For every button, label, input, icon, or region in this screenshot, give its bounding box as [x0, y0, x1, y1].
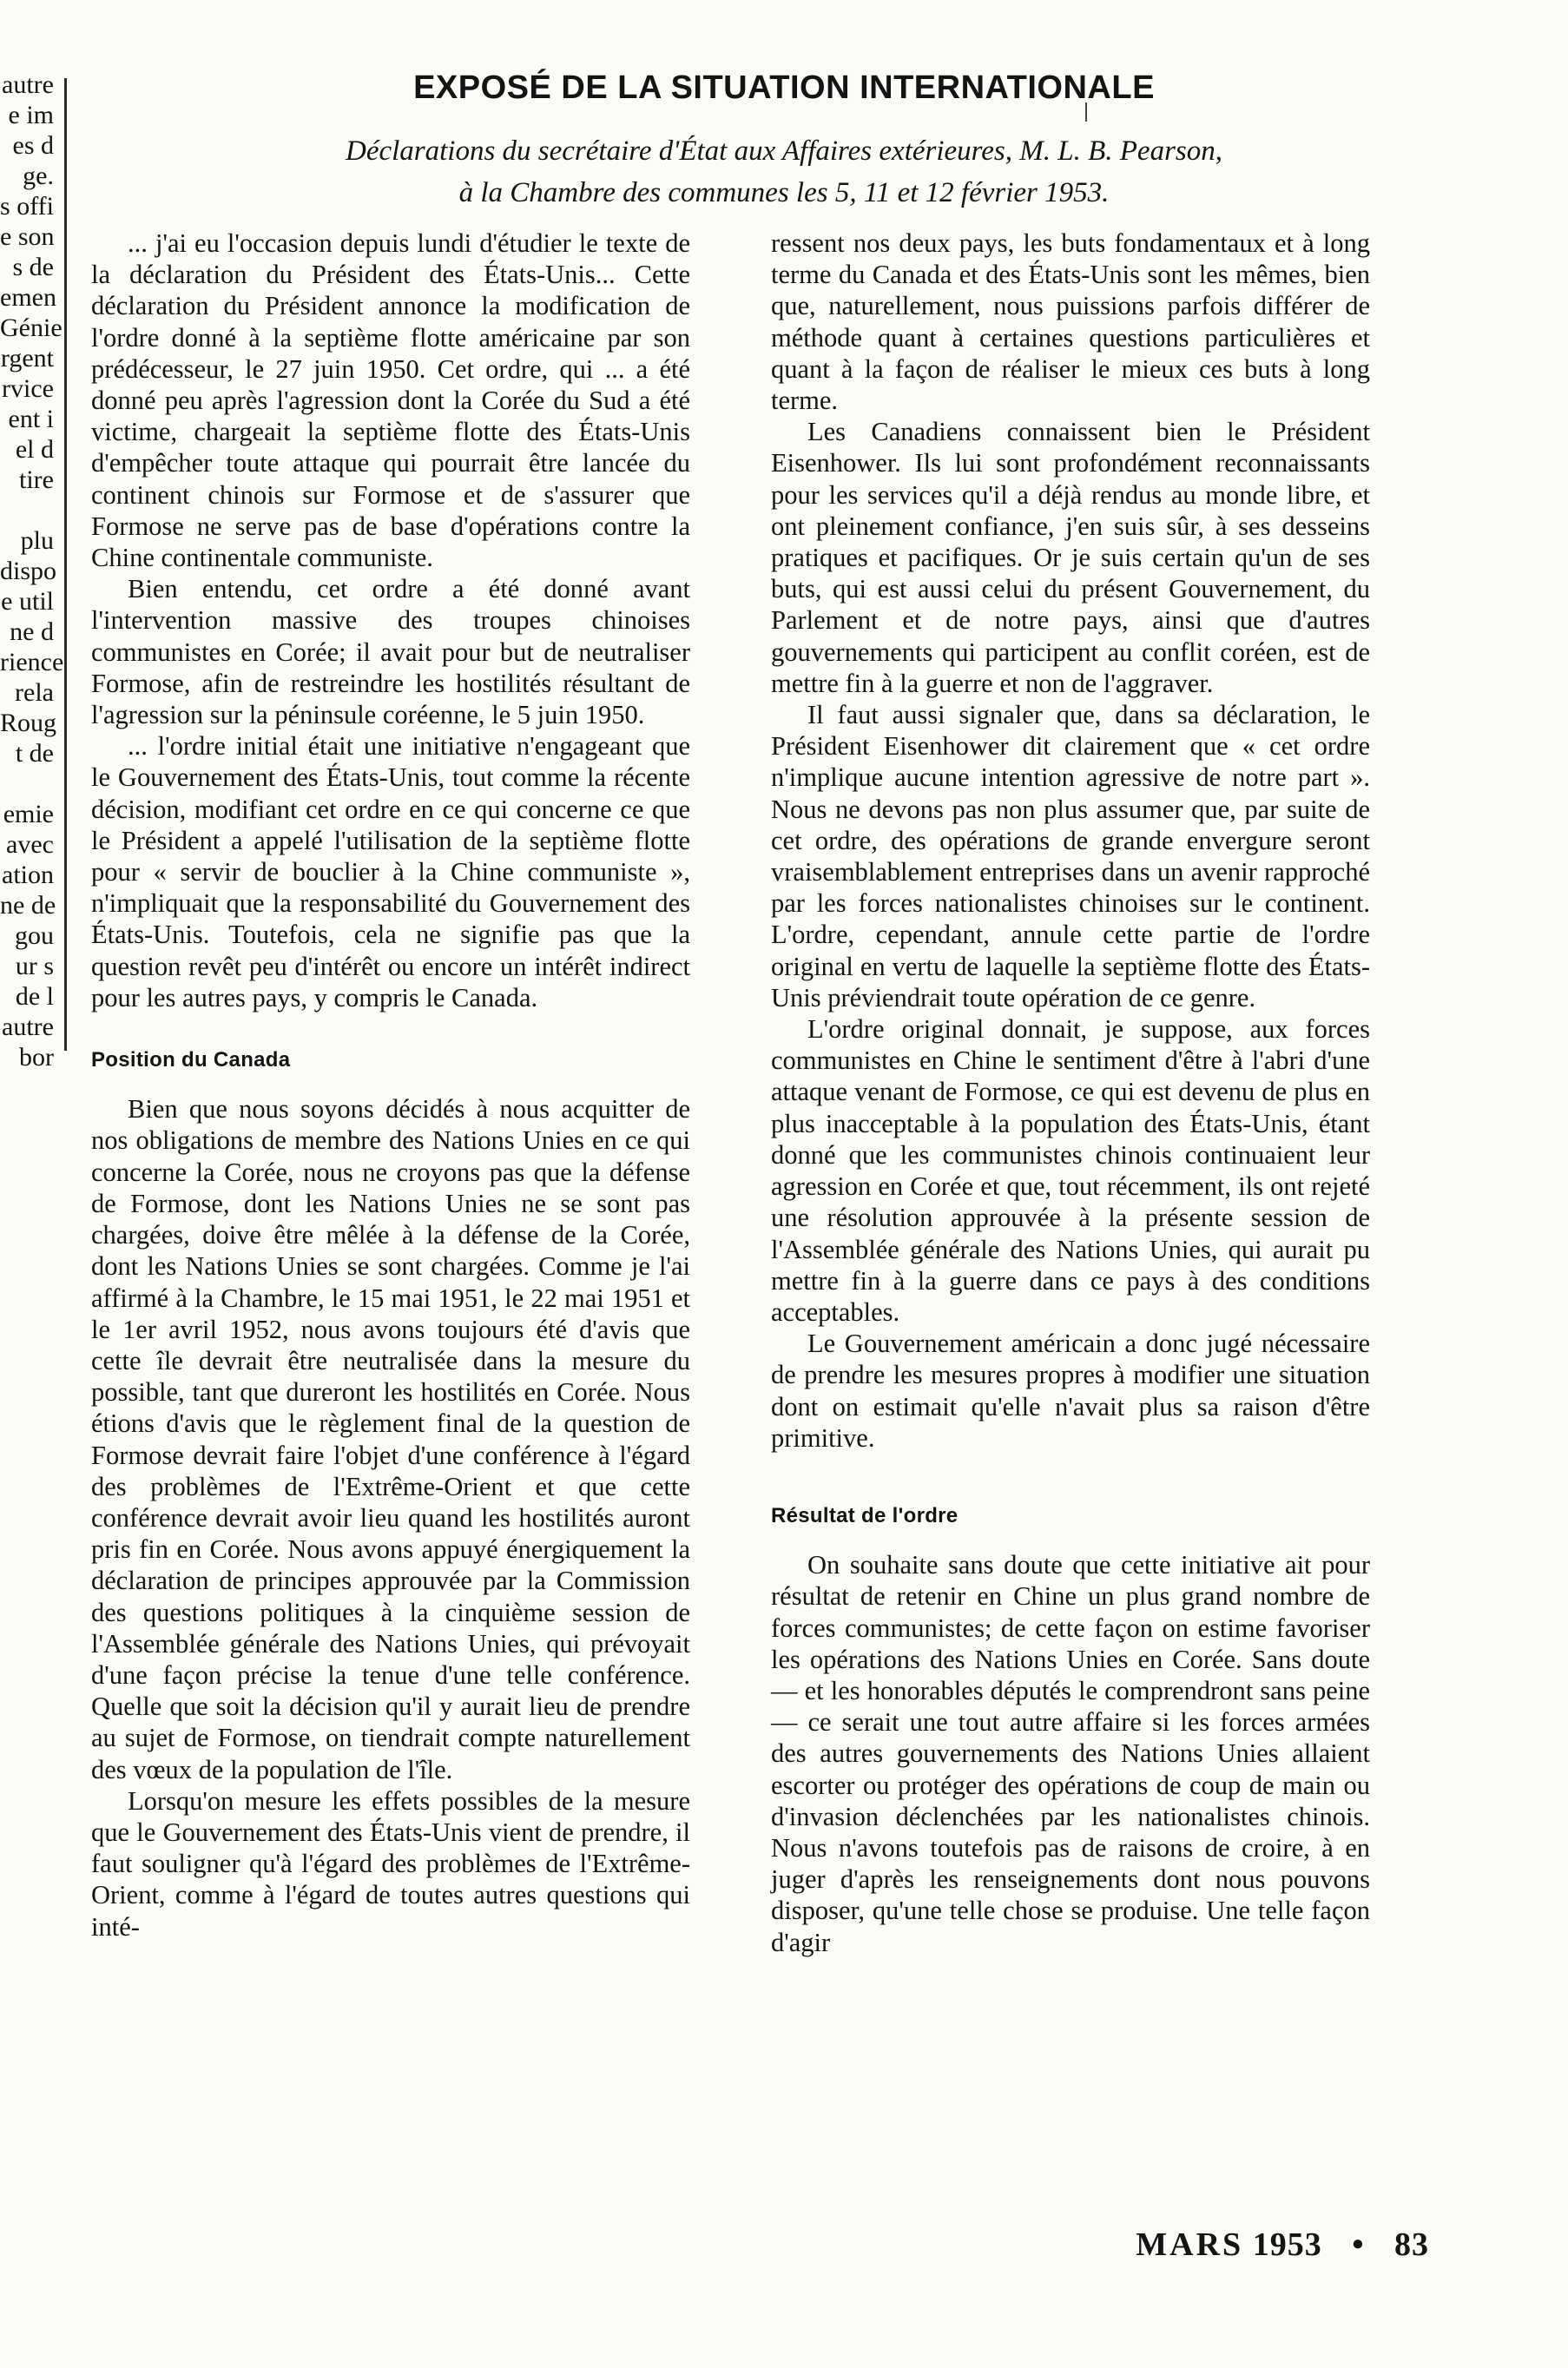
paragraph: Le Gouvernement américain a donc jugé nécessaire de prendre les mesures propres à modifier une situation dont on estimait qu'elle n'avait plus sa raison d'être primitive.	[771, 1329, 1370, 1453]
footer-month: MARS	[1136, 2226, 1244, 2263]
section-heading-position-canada: Position du Canada	[91, 1048, 291, 1072]
subtitle-line: Déclarations du secrétaire d'État aux Affaires extérieures, M. L. B. Pearson,	[345, 135, 1223, 167]
section-heading-resultat: Résultat de l'ordre	[771, 1503, 959, 1527]
footer-separator: •	[1352, 2226, 1365, 2263]
paragraph: Les Canadiens connaissent bien le Président Eisenhower. Ils lui sont profondément reconnaissants pour les services qu'il a déjà rendus au monde libre, et ont pleinement confiance, j'en suis sûr, à ses desseins pratiques et pacifiques. Or je suis certain qu'un de ses buts, qui est aussi celui du présent Gouvernement, du Parlement et de notre pays, ainsi que d'autres gouvernements qui participent au conflit coréen, est de mettre fin à la guerre et non de l'aggraver.	[771, 417, 1370, 698]
margin-fragment: autre	[2, 1013, 54, 1041]
paragraph: Bien que nous soyons décidés à nous acquitter de nos obligations de membre des Nations Unies en ce qui concerne la Corée, nous ne croyons pas que la défense de Formose, dont les Nations Unies ne se sont pas chargées, doive être mêlée à la défense de la Corée, dont les Nations Unies se sont chargées. Comme je l'ai affirmé à la Chambre, le 15 mai 1951, le 22 mai 1951 et le 1er avril 1952, nous avons toujours été d'avis que cette île devrait être neutralisée dans la mesure du possible, tant que dureront les hostilités en Corée. Nous étions d'avis que le règlement final de la question de Formose devrait faire l'objet d'une conférence à l'égard des problèmes de l'Extrême-Orient et que cette conférence devrait avoir lieu quand les hostilités auront pris fin en Corée. Nous avons appuyé énergiquement la déclaration de principes approuvée par la Commission des questions politiques à la cinquième session de l'Assemblée générale des Nations Unies, qui prévoyait d'une façon précise la tenue d'une telle conférence. Quelle que soit la décision qu'il y aurait lieu de prendre au sujet de Formose, on tiendrait compte naturellement des vœux de la population de l'île.	[91, 1094, 690, 1784]
margin-fragment: rela	[15, 678, 54, 707]
page-footer	[1136, 2226, 1429, 2264]
margin-fragment	[0, 768, 69, 799]
margin-fragment: el d	[15, 435, 54, 464]
page-number: 83	[1394, 2226, 1429, 2263]
margin-fragment: ne de	[0, 891, 56, 920]
margin-fragment: plu	[20, 526, 54, 555]
margin-rule	[64, 78, 67, 1051]
margin-fragment: rgent	[0, 344, 54, 373]
margin-fragment: Génie	[0, 313, 63, 342]
margin-fragment: e im	[8, 101, 54, 129]
margin-fragments	[0, 69, 69, 1068]
margin-fragment: dispo	[0, 557, 57, 585]
margin-fragment: ge.	[23, 162, 54, 190]
paragraph: On souhaite sans doute que cette initiative ait pour résultat de retenir en Chine un plus grand nombre de forces communistes; de cette façon on estime favoriser les opérations des Nations Unies en Corée. Sans doute — et les honorables députés le comprendront sans peine — ce serait une tout autre affaire si les forces armées des autres gouvernements des Nations Unies allaient escorter ou protéger des opérations de coup de main ou d'invasion déclenchées par les nationalistes chinois. Nous n'avons toutefois pas de raisons de croire, à en juger d'après les renseignements dont nous pouvons disposer, qu'une telle chose se produise. Une telle façon d'agir	[771, 1550, 1370, 1957]
margin-fragment: avec	[6, 830, 54, 859]
page-title: EXPOSÉ DE LA SITUATION INTERNATIONALE	[413, 69, 1155, 106]
margin-fragment: rience	[0, 648, 64, 676]
margin-fragment: ation	[2, 861, 54, 889]
margin-fragment: es d	[12, 131, 54, 160]
margin-fragment: de l	[15, 982, 54, 1011]
right-column	[771, 228, 1370, 1958]
margin-fragment: t de	[15, 739, 54, 768]
margin-fragment: bor	[19, 1043, 54, 1068]
margin-fragment: Roug	[0, 709, 57, 737]
margin-fragment: autre	[2, 70, 54, 99]
margin-fragment: ent i	[8, 405, 54, 433]
footer-year: 1953	[1252, 2226, 1322, 2263]
margin-fragment	[0, 495, 69, 525]
margin-fragment: emen	[0, 283, 56, 312]
paragraph: L'ordre original donnait, je suppose, aux forces communistes en Chine le sentiment d'être à l'abri d'une attaque venant de Formose, ce qui est devenu de plus en plus inacceptable à la population des États-Unis, étant donné que les communistes chinois continuaient leur agression en Corée et que, tout récemment, ils ont rejeté une résolution approuvée à la présente session de l'Assemblée générale des Nations Unies, qui aurait pu mettre fin à la guerre dans ce pays à des conditions acceptables.	[771, 1014, 1370, 1327]
subtitle-line: à la Chambre des communes les 5, 11 et 12 février 1953.	[458, 177, 1110, 208]
paragraph: ... l'ordre initial était une initiative n'engageant que le Gouvernement des États-Unis, tout comme la récente décision, modifiant cet ordre en ce qui concerne ce que le Président a appelé l'utilisation de la septième flotte pour « servir de bouclier à la Chine communiste », n'impliquait que la responsabilité du Gouvernement des États-Unis. Toutefois, cela ne signifie pas que la question revêt peu d'intérêt ou encore un intérêt indirect pour les autres pays, y compris le Canada.	[91, 731, 690, 1013]
margin-fragment: tire	[19, 465, 54, 494]
paragraph: Lorsqu'on mesure les effets possibles de la mesure que le Gouvernement des États-Unis vient de prendre, il faut souligner qu'à l'égard des problèmes de l'Extrême-Orient, comme à l'égard de toutes autres questions qui inté-	[91, 1785, 690, 1942]
margin-fragment: ur s	[15, 952, 54, 980]
margin-fragment: s de	[12, 253, 54, 281]
margin-fragment: rvice	[2, 374, 54, 403]
page-subtitle	[104, 130, 1464, 214]
margin-fragment: ne d	[10, 617, 54, 646]
paragraph: ressent nos deux pays, les buts fondamentaux et à long terme du Canada et des États-Unis sont les mêmes, bien que, naturellement, nous puissions parfois différer de méthode quant à certaines questions particulières et quant à la façon de réaliser le mieux ces buts à long terme.	[771, 228, 1370, 416]
paragraph: Il faut aussi signaler que, dans sa déclaration, le Président Eisenhower dit clairement que « cet ordre n'implique aucune intention agressive de notre part ». Nous ne devons pas non plus assumer que, par suite de cet ordre, des opérations de grande envergure seront vraisemblablement entreprises dans un avenir rapproché par les forces nationalistes chinoises sur le continent. L'ordre, cependant, annule cette partie de l'ordre original en vertu de laquelle la septième flotte des États-Unis préviendrait toute opération de ce genre.	[771, 700, 1370, 1013]
margin-fragment: e son	[0, 222, 55, 251]
paragraph: ... j'ai eu l'occasion depuis lundi d'étudier le texte de la déclaration du Président des États-Unis... Cette déclaration du Président annonce la modification de l'ordre donné à la septième flotte américaine par son prédécesseur, le 27 juin 1950. Cet ordre, qui ... a été donné peu après l'agression dont la Corée du Sud a été victime, chargeait la septième flotte des États-Unis d'empêcher toute attaque qui pourrait être lancée du continent chinois sur Formose et de s'assurer que Formose ne serve pas de base d'opérations contre la Chine continentale communiste.	[91, 228, 690, 573]
margin-fragment: s offi	[0, 192, 54, 221]
paragraph: Bien entendu, cet ordre a été donné avant l'intervention massive des troupes chinoises communistes en Corée; il avait pour but de neutraliser Formose, afin de restreindre les hostilités résultant de l'agression sur la péninsule coréenne, le 5 juin 1950.	[91, 574, 690, 730]
margin-fragment: emie	[3, 800, 54, 828]
left-column	[91, 228, 690, 1943]
margin-fragment: e util	[1, 587, 54, 616]
margin-fragment: gou	[15, 921, 54, 950]
